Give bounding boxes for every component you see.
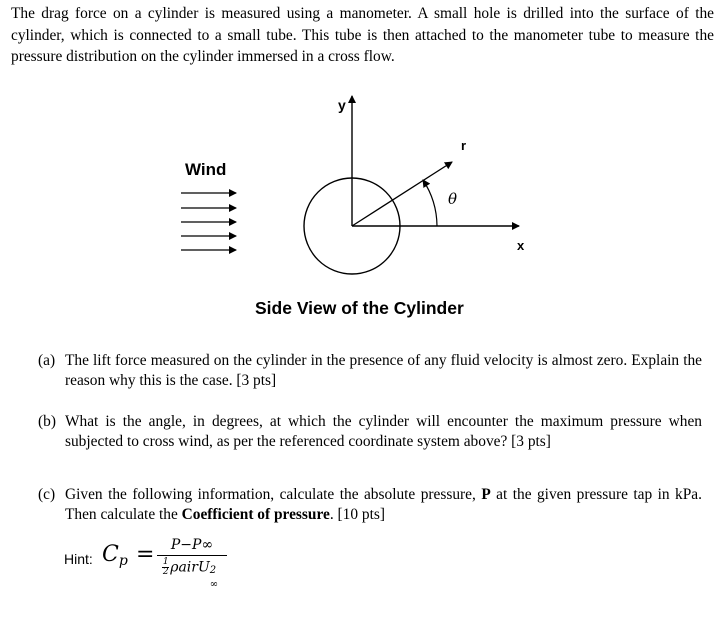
problem-intro: The drag force on a cylinder is measured using a manometer. A small hole is drilled into the surface of the cylinder, which is connected to a small tube. This tube is then attached to the manometer tube to measure the pressure distribution on the cylinder immersed in a cross flow. [11, 5, 714, 65]
r-label: r [461, 138, 467, 153]
wind-label: Wind [185, 160, 227, 179]
question-a [38, 351, 702, 391]
hint-formula [64, 534, 284, 594]
x-axis-label: x [517, 238, 525, 253]
equals-sign: = [136, 542, 155, 567]
question-label: (c) [38, 486, 56, 503]
question-b [38, 412, 702, 452]
cp-symbol: $C_p$ [102, 542, 128, 569]
coefficient-of-pressure-term: Coefficient of pressure [181, 506, 330, 523]
question-text: The lift force measured on the cylinder in the presence of any fluid velocity is almost zero. Explain the reason why this is the case. [3 pts] [65, 352, 702, 389]
question-text: Given the following information, calculate the absolute pressure, P at the given pressure tap in kPa. Then calculate the Coefficient of pressure. [10 pts] [65, 486, 702, 523]
cp-fraction [157, 537, 227, 590]
y-axis-label: y [338, 97, 346, 113]
hint-label: Hint: [64, 551, 93, 567]
theta-label: θ [448, 190, 458, 208]
one-half: $\frac{1}{2}$ [162, 557, 169, 577]
fraction-denominator: $\frac{1}{2}$ ρairU 2 ∞ [162, 557, 219, 590]
question-label: (a) [38, 352, 56, 369]
question-c [38, 485, 702, 525]
figure-caption: Side View of the Cylinder [255, 298, 464, 318]
question-label: (b) [38, 413, 56, 430]
fraction-numerator: P−P∞ [170, 537, 214, 553]
wind-arrows [181, 193, 236, 250]
pressure-symbol: P [481, 486, 491, 503]
fraction-bar [157, 555, 227, 556]
question-text: What is the angle, in degrees, at which the cylinder will encounter the maximum pressure when subjected to cross wind, as per the referenced coordinate system above? [3 pts] [65, 413, 702, 450]
theta-arc [423, 180, 437, 226]
